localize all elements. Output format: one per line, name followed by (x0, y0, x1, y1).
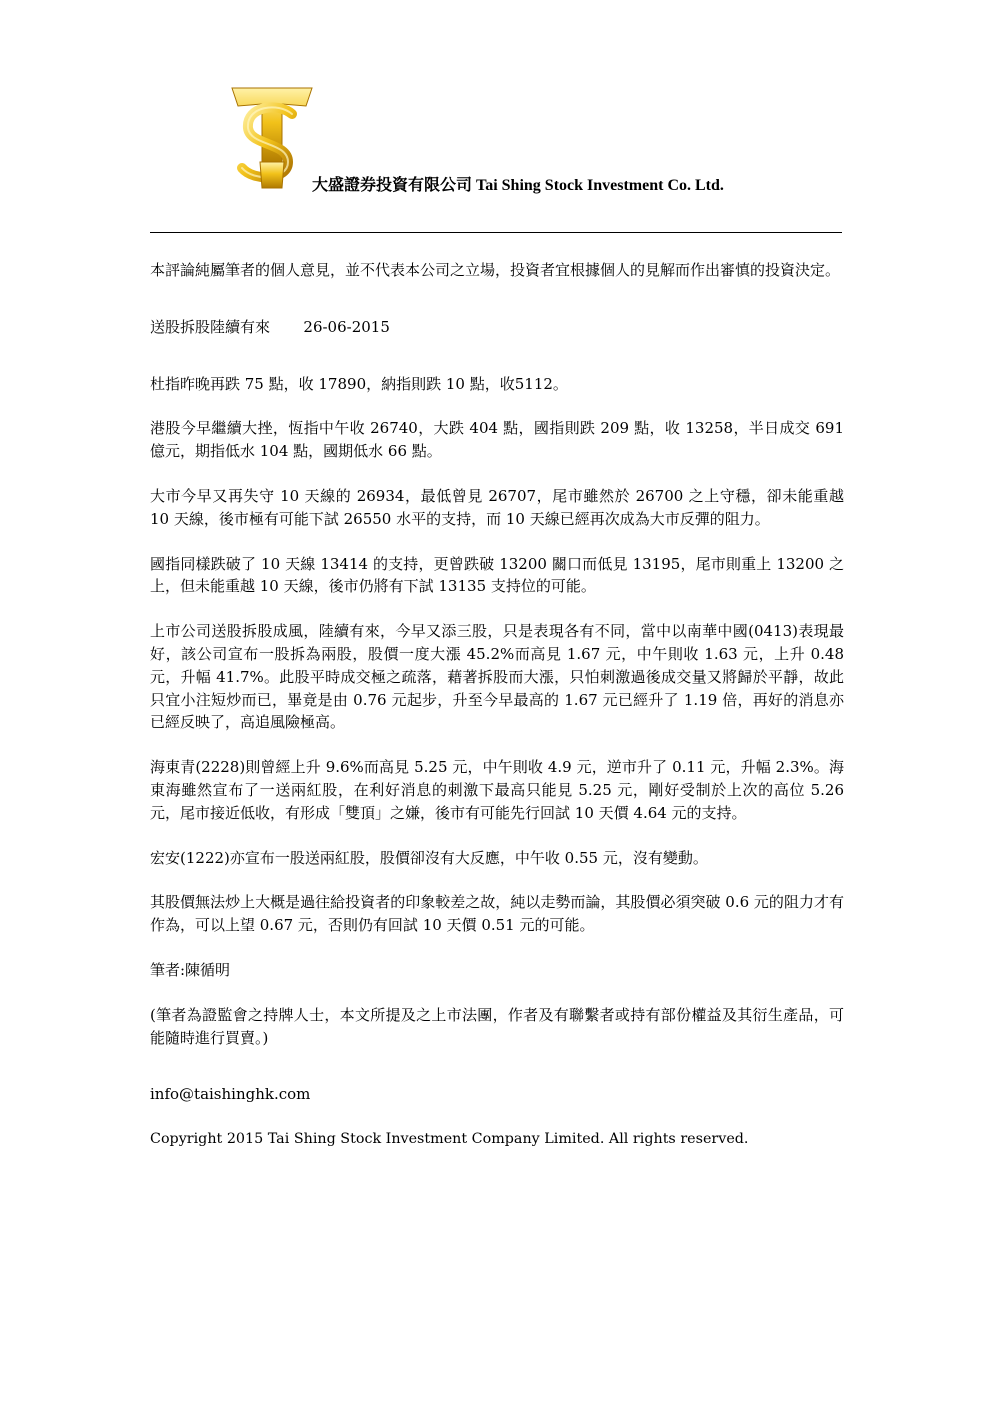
company-name: 大盛證券投資有限公司 Tai Shing Stock Investment Co. Ltd. (312, 177, 724, 194)
contact-email[interactable]: info@taishinghk.com (150, 1085, 311, 1104)
author-line: 筆者:陳循明 (150, 960, 231, 979)
ts-logo-icon (226, 84, 316, 194)
paragraph: 宏安(1222)亦宣布一股送兩紅股，股價卻沒有大反應，中午收 0.55 元，沒有變動。 (150, 848, 708, 867)
paragraph: 國指同樣跌破了 10 天線 13414 的支持，更曾跌破 13200 關口而低見 13195，尾市則重上 13200 之上，但未能重越 10 天線，後市仍將有下試 13135 支持位的可能。 (150, 554, 844, 596)
copyright-notice: Copyright 2015 Tai Shing Stock Investment Company Limited. All rights reserved. (150, 1131, 749, 1148)
paragraph: 其股價無法炒上大概是過往給投資者的印象較差之故，純以走勢而論，其股價必須突破 0.6 元的阻力才有作為，可以上望 0.67 元，否則仍有回試 10 天價 0.51 元的可能。 (150, 893, 844, 935)
paragraph: 港股今早繼續大挫，恆指中午收 26740，大跌 404 點，國指則跌 209 點，收 13258，半日成交 691 億元，期指低水 104 點，國期低水 66 點。 (150, 419, 844, 461)
article-headline (150, 316, 844, 339)
paragraph: 杜指昨晚再跌 75 點，收 17890，納指則跌 10 點，收5112。 (150, 374, 568, 393)
paragraph: 海東青(2228)則曾經上升 9.6%而高見 5.25 元，中午則收 4.9 元，逆市升了 0.11 元，升幅 2.3%。海東海雖然宣布了一送兩紅股，在利好消息的刺激下最高只能見 5.25 元，剛好受制於上次的高位 5.26 元，尾市接近低收，有形成「雙頂」之嫌，後市有可能先行回試 10 天價 4.64 元的支持。 (150, 758, 844, 822)
article-body (150, 259, 844, 1173)
author-disclosure: (筆者為證監會之持牌人士，本文所提及之上市法團，作者及有聯繫者或持有部份權益及其衍生產品，可能隨時進行買賣。) (150, 1005, 844, 1047)
article-title: 送股拆股陸續有來 (150, 317, 271, 336)
article-date: 26-06-2015 (303, 317, 390, 336)
paragraph: 大市今早又再失守 10 天線的 26934，最低曾見 26707，尾市雖然於 26700 之上守穩，卻未能重越 10 天線，後市極有可能下試 26550 水平的支持，而 10 天線已經再次成為大市反彈的阻力。 (150, 486, 844, 528)
header-divider (150, 232, 842, 233)
disclaimer: 本評論純屬筆者的個人意見，並不代表本公司之立場，投資者宜根據個人的見解而作出審慎的投資決定。 (150, 261, 841, 279)
paragraph: 上市公司送股拆股成風，陸續有來，今早又添三股，只是表現各有不同，當中以南華中國(0413)表現最好，該公司宣布一股拆為兩股，股價一度大漲 45.2%而高見 1.67 元，中午則收 1.63 元，上升 0.48 元，升幅 41.7%。此股平時成交極之疏落，藉著拆股而大漲，只怕刺激過後成交量又將歸於平靜，故此只宜小注短炒而已，畢竟是由 0.76 元起步，升至今早最高的 1.67 元已經升了 1.19 倍，再好的消息亦已經反映了，高追風險極高。 (150, 622, 844, 732)
